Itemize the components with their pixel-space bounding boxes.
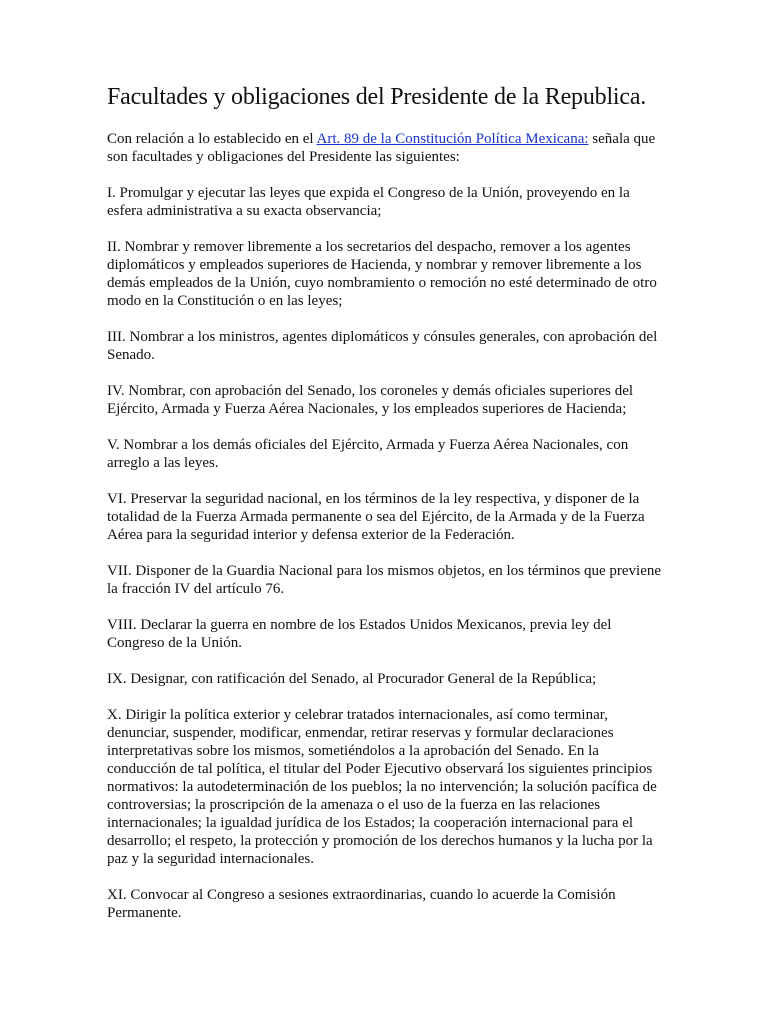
fraction-item-10: X. Dirigir la política exterior y celebrar tratados internacionales, así como terminar, denunciar, suspender, modificar, enmendar, retirar reservas y formular declaraciones interpretativas sobre los mismos, sometiéndolos a la aprobación del Senado. En la conducción de tal política, el titular del Poder Ejecutivo observará los siguientes principios normativos: la autodeterminación de los pueblos; la no intervención; la solución pacífica de controversias; la proscripción de la amenaza o el uso de la fuerza en las relaciones internacionales; la igualdad jurídica de los Estados; la cooperación internacional para el desarrollo; el respeto, la protección y promoción de los derechos humanos y la lucha por la paz y la seguridad internacionales. <box>107 707 657 867</box>
document-title: Facultades y obligaciones del Presidente de la Republica. <box>107 84 647 110</box>
fraction-item-2: II. Nombrar y remover libremente a los secretarios del despacho, remover a los agentes diplomáticos y empleados superiores de Hacienda, y nombrar y remover libremente a los demás empleados de la Unión, cuyo nombramiento o remoción no esté determinado de otro modo en la Constitución o en las leyes; <box>107 239 657 309</box>
fraction-item-3: III. Nombrar a los ministros, agentes diplomáticos y cónsules generales, con aprobación del Senado. <box>107 329 658 363</box>
fraction-item-6: VI. Preservar la seguridad nacional, en los términos de la ley respectiva, y disponer de la totalidad de la Fuerza Armada permanente o sea del Ejército, de la Armada y de la Fuerza Aérea para la seguridad interior y defensa exterior de la Federación. <box>107 491 645 543</box>
fraction-item-8: VIII. Declarar la guerra en nombre de los Estados Unidos Mexicanos, previa ley del Congreso de la Unión. <box>107 617 612 651</box>
intro-paragraph <box>107 130 663 166</box>
fraction-item-4: IV. Nombrar, con aprobación del Senado, los coroneles y demás oficiales superiores del Ejército, Armada y Fuerza Aérea Nacionales, y los empleados superiores de Hacienda; <box>107 383 634 417</box>
document-page <box>107 82 663 940</box>
fraction-item-5: V. Nombrar a los demás oficiales del Ejército, Armada y Fuerza Aérea Nacionales, con arreglo a las leyes. <box>107 437 629 471</box>
fraction-item-9: IX. Designar, con ratificación del Senado, al Procurador General de la República; <box>107 671 597 687</box>
intro-text-before-link: Con relación a lo establecido en el <box>107 131 317 147</box>
fraction-item-7: VII. Disponer de la Guardia Nacional para los mismos objetos, en los términos que previene la fracción IV del artículo 76. <box>107 563 662 597</box>
fraction-item-1: I. Promulgar y ejecutar las leyes que expida el Congreso de la Unión, proveyendo en la esfera administrativa a su exacta observancia; <box>107 185 630 219</box>
intro-text-after-link: señala que son facultades y obligaciones del Presidente las siguientes: <box>107 131 656 165</box>
fraction-item-11: XI. Convocar al Congreso a sesiones extraordinarias, cuando lo acuerde la Comisión Permanente. <box>107 887 616 921</box>
constitution-article-link[interactable]: Art. 89 de la Constitución Política Mexicana: <box>316 131 589 147</box>
